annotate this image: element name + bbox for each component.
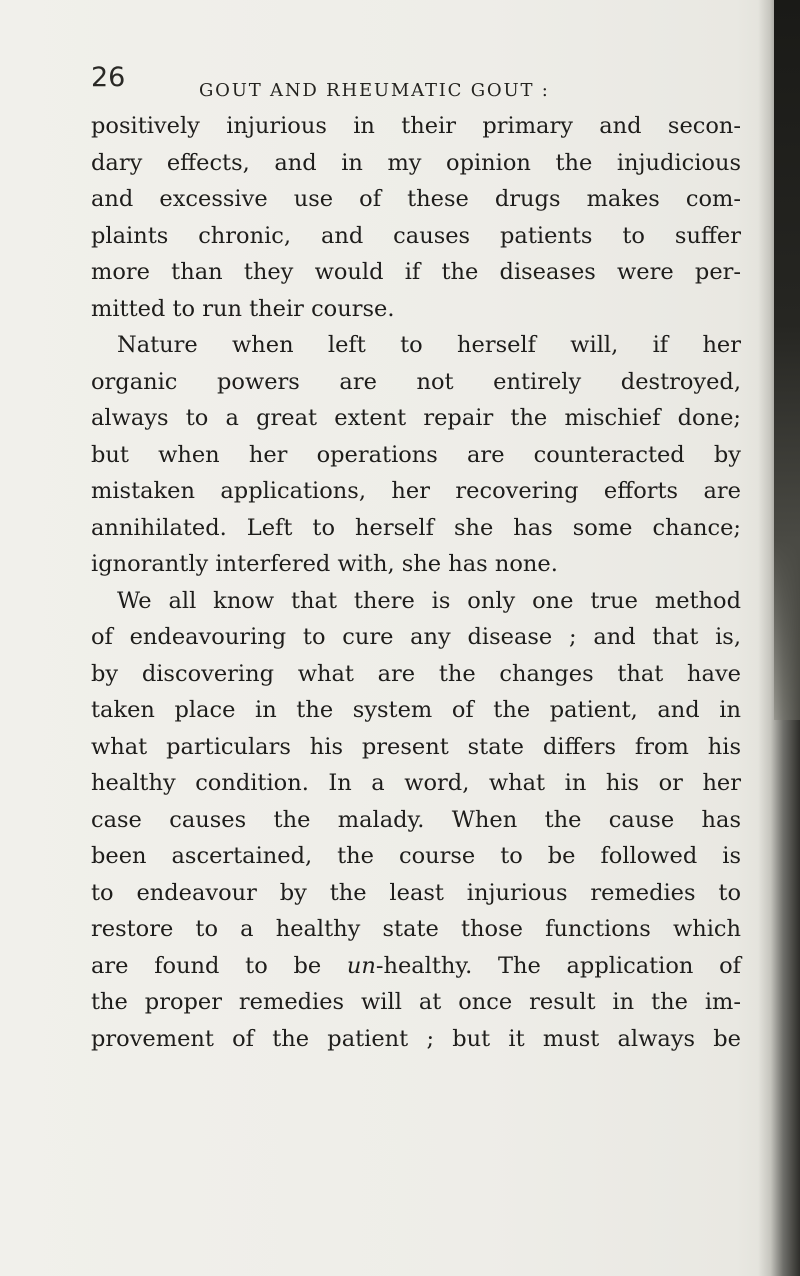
- text-line: plaints chronic, and causes patients to suffer: [91, 222, 741, 249]
- text-line: positively injurious in their primary and secon-: [91, 113, 741, 139]
- text-line: Nature when left to herself will, if her: [117, 332, 741, 358]
- text-line: We all know that there is only one true method: [117, 587, 741, 614]
- text-line: annihilated. Left to herself she has some chance;: [91, 514, 741, 541]
- text-line: by discovering what are the changes that have: [91, 660, 741, 687]
- text-segment: -healthy. The application of: [375, 952, 741, 979]
- running-head: GOUT AND RHEUMATIC GOUT :: [199, 80, 550, 101]
- text-line: healthy condition. In a word, what in his or her: [91, 770, 741, 796]
- text-line: dary effects, and in my opinion the injudicious: [91, 149, 741, 176]
- text-line: organic powers are not entirely destroyed,: [91, 368, 741, 395]
- text-line: ignorantly interfered with, she has none.: [91, 551, 558, 577]
- text-line: mistaken applications, her recovering efforts are: [91, 478, 741, 504]
- text-line: taken place in the system of the patient, and in: [91, 697, 741, 723]
- page-number: 26: [91, 62, 126, 93]
- text-line: the proper remedies will at once result in the im-: [91, 989, 741, 1015]
- text-line: what particulars his present state differs from his: [91, 733, 741, 760]
- text-line: mitted to run their course.: [91, 295, 395, 322]
- text-line: and excessive use of these drugs makes com-: [91, 186, 741, 212]
- text-line: [91, 948, 741, 985]
- text-line: but when her operations are counteracted by: [91, 441, 741, 468]
- text-line: always to a great extent repair the mischief done;: [91, 405, 741, 431]
- text-line: been ascertained, the course to be followed is: [91, 843, 741, 869]
- text-line: of endeavouring to cure any disease ; and that is,: [91, 624, 741, 650]
- text-line: case causes the malady. When the cause has: [91, 806, 741, 833]
- text-line: to endeavour by the least injurious remedies to: [91, 879, 741, 906]
- body-text: [91, 108, 741, 1057]
- text-line: more than they would if the diseases were per-: [91, 259, 741, 285]
- italic-prefix: un: [346, 952, 376, 979]
- text-line: restore to a healthy state those functions which: [91, 916, 741, 942]
- page-binding-shadow: [774, 0, 800, 720]
- text-segment: are found to be: [91, 952, 347, 979]
- text-line: provement of the patient ; but it must always be: [91, 1025, 741, 1052]
